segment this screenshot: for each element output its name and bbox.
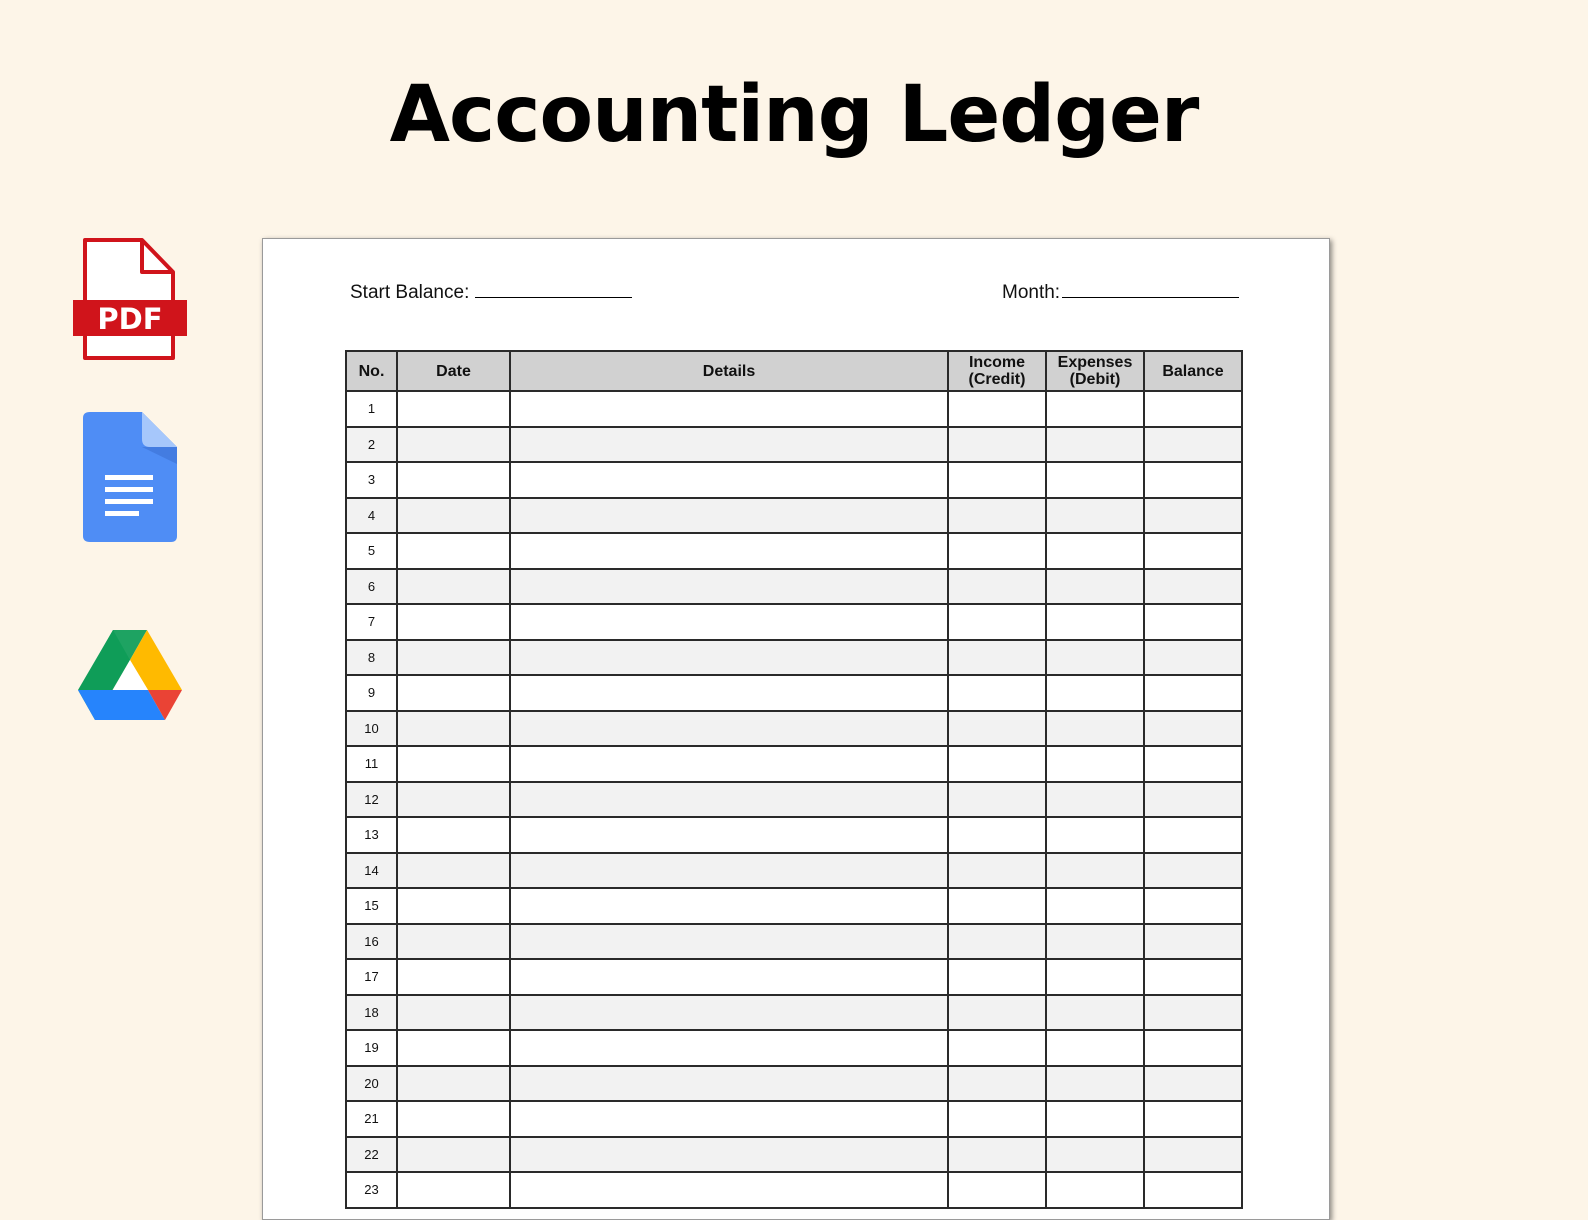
balance-cell[interactable]	[1144, 569, 1242, 605]
table-row	[346, 462, 1242, 498]
income-cell[interactable]	[948, 711, 1046, 747]
details-cell[interactable]	[510, 995, 948, 1031]
date-cell[interactable]	[397, 462, 510, 498]
expenses-cell[interactable]	[1046, 1066, 1144, 1102]
column-header-balance: Balance	[1144, 351, 1242, 391]
expenses-cell[interactable]	[1046, 853, 1144, 889]
date-cell[interactable]	[397, 391, 510, 427]
expenses-cell[interactable]	[1046, 817, 1144, 853]
income-cell[interactable]	[948, 817, 1046, 853]
income-cell[interactable]	[948, 391, 1046, 427]
date-cell[interactable]	[397, 1137, 510, 1173]
table-row	[346, 853, 1242, 889]
balance-cell[interactable]	[1144, 995, 1242, 1031]
balance-cell[interactable]	[1144, 959, 1242, 995]
table-row	[346, 640, 1242, 676]
table-row	[346, 675, 1242, 711]
expenses-cell[interactable]	[1046, 995, 1144, 1031]
income-cell[interactable]	[948, 462, 1046, 498]
expenses-cell[interactable]	[1046, 675, 1144, 711]
row-number-cell: 1	[346, 391, 397, 427]
table-header-row	[346, 351, 1242, 391]
row-number-cell: 11	[346, 746, 397, 782]
row-number-cell: 6	[346, 569, 397, 605]
table-row	[346, 569, 1242, 605]
expenses-cell[interactable]	[1046, 391, 1144, 427]
details-cell[interactable]	[510, 640, 948, 676]
table-row	[346, 959, 1242, 995]
expenses-cell[interactable]	[1046, 533, 1144, 569]
income-cell[interactable]	[948, 746, 1046, 782]
start-balance-label: Start Balance:	[350, 282, 470, 303]
balance-cell[interactable]	[1144, 924, 1242, 960]
column-header-income: Income (Credit)	[948, 351, 1046, 391]
balance-cell[interactable]	[1144, 427, 1242, 463]
expenses-cell[interactable]	[1046, 498, 1144, 534]
table-row	[346, 995, 1242, 1031]
date-cell[interactable]	[397, 640, 510, 676]
table-row	[346, 391, 1242, 427]
table-row	[346, 604, 1242, 640]
table-row	[346, 1066, 1242, 1102]
expenses-cell[interactable]	[1046, 746, 1144, 782]
column-header-no: No.	[346, 351, 397, 391]
date-cell[interactable]	[397, 853, 510, 889]
table-row	[346, 817, 1242, 853]
balance-cell[interactable]	[1144, 1066, 1242, 1102]
google-drive-icon	[78, 628, 182, 722]
date-cell[interactable]	[397, 746, 510, 782]
google-docs-icon	[82, 412, 178, 544]
balance-cell[interactable]	[1144, 853, 1242, 889]
expenses-cell[interactable]	[1046, 924, 1144, 960]
expenses-cell[interactable]	[1046, 604, 1144, 640]
start-balance-field	[350, 279, 632, 304]
details-cell[interactable]	[510, 391, 948, 427]
income-cell[interactable]	[948, 604, 1046, 640]
date-cell[interactable]	[397, 711, 510, 747]
row-number-cell: 15	[346, 888, 397, 924]
income-cell[interactable]	[948, 782, 1046, 818]
date-cell[interactable]	[397, 533, 510, 569]
balance-cell[interactable]	[1144, 1137, 1242, 1173]
details-cell[interactable]	[510, 782, 948, 818]
date-cell[interactable]	[397, 924, 510, 960]
details-cell[interactable]	[510, 1137, 948, 1173]
details-cell[interactable]	[510, 498, 948, 534]
date-cell[interactable]	[397, 1030, 510, 1066]
income-cell[interactable]	[948, 569, 1046, 605]
ledger-body	[346, 391, 1242, 1208]
balance-cell[interactable]	[1144, 782, 1242, 818]
date-cell[interactable]	[397, 675, 510, 711]
details-cell[interactable]	[510, 888, 948, 924]
row-number-cell: 5	[346, 533, 397, 569]
date-cell[interactable]	[397, 782, 510, 818]
table-row	[346, 782, 1242, 818]
details-cell[interactable]	[510, 711, 948, 747]
expenses-cell[interactable]	[1046, 569, 1144, 605]
row-number-cell: 19	[346, 1030, 397, 1066]
month-label: Month:	[1002, 282, 1061, 303]
balance-cell[interactable]	[1144, 533, 1242, 569]
row-number-cell: 20	[346, 1066, 397, 1102]
start-balance-line	[475, 279, 632, 298]
balance-cell[interactable]	[1144, 1101, 1242, 1137]
table-row	[346, 888, 1242, 924]
row-number-cell: 22	[346, 1137, 397, 1173]
details-cell[interactable]	[510, 1101, 948, 1137]
details-cell[interactable]	[510, 1066, 948, 1102]
income-cell[interactable]	[948, 924, 1046, 960]
expenses-cell[interactable]	[1046, 711, 1144, 747]
income-cell[interactable]	[948, 498, 1046, 534]
details-cell[interactable]	[510, 1172, 948, 1208]
income-cell[interactable]	[948, 675, 1046, 711]
balance-cell[interactable]	[1144, 675, 1242, 711]
details-cell[interactable]	[510, 533, 948, 569]
ledger-sheet	[262, 238, 1330, 1220]
expenses-cell[interactable]	[1046, 1137, 1144, 1173]
expenses-cell[interactable]	[1046, 782, 1144, 818]
row-number-cell: 8	[346, 640, 397, 676]
table-row	[346, 1172, 1242, 1208]
balance-cell[interactable]	[1144, 604, 1242, 640]
expenses-cell[interactable]	[1046, 640, 1144, 676]
details-cell[interactable]	[510, 746, 948, 782]
row-number-cell: 13	[346, 817, 397, 853]
row-number-cell: 2	[346, 427, 397, 463]
row-number-cell: 12	[346, 782, 397, 818]
details-cell[interactable]	[510, 604, 948, 640]
table-row	[346, 1030, 1242, 1066]
income-cell[interactable]	[948, 1137, 1046, 1173]
month-line	[1062, 279, 1239, 298]
details-cell[interactable]	[510, 853, 948, 889]
date-cell[interactable]	[397, 569, 510, 605]
expenses-cell[interactable]	[1046, 1172, 1144, 1208]
row-number-cell: 3	[346, 462, 397, 498]
balance-cell[interactable]	[1144, 498, 1242, 534]
expenses-cell[interactable]	[1046, 1101, 1144, 1137]
date-cell[interactable]	[397, 427, 510, 463]
date-cell[interactable]	[397, 1172, 510, 1208]
row-number-cell: 4	[346, 498, 397, 534]
income-cell[interactable]	[948, 1066, 1046, 1102]
ledger-table	[345, 350, 1243, 1209]
details-cell[interactable]	[510, 817, 948, 853]
expenses-cell[interactable]	[1046, 888, 1144, 924]
date-cell[interactable]	[397, 1101, 510, 1137]
table-row	[346, 746, 1242, 782]
expenses-cell[interactable]	[1046, 427, 1144, 463]
balance-cell[interactable]	[1144, 888, 1242, 924]
column-header-date: Date	[397, 351, 510, 391]
date-cell[interactable]	[397, 817, 510, 853]
balance-cell[interactable]	[1144, 1030, 1242, 1066]
date-cell[interactable]	[397, 498, 510, 534]
table-row	[346, 711, 1242, 747]
row-number-cell: 17	[346, 959, 397, 995]
date-cell[interactable]	[397, 995, 510, 1031]
row-number-cell: 21	[346, 1101, 397, 1137]
income-cell[interactable]	[948, 888, 1046, 924]
date-cell[interactable]	[397, 1066, 510, 1102]
income-cell[interactable]	[948, 959, 1046, 995]
details-cell[interactable]	[510, 462, 948, 498]
expenses-cell[interactable]	[1046, 959, 1144, 995]
balance-cell[interactable]	[1144, 746, 1242, 782]
table-row	[346, 427, 1242, 463]
row-number-cell: 18	[346, 995, 397, 1031]
table-row	[346, 498, 1242, 534]
details-cell[interactable]	[510, 959, 948, 995]
date-cell[interactable]	[397, 604, 510, 640]
details-cell[interactable]	[510, 924, 948, 960]
row-number-cell: 9	[346, 675, 397, 711]
expenses-cell[interactable]	[1046, 1030, 1144, 1066]
month-field	[1002, 279, 1239, 304]
date-cell[interactable]	[397, 959, 510, 995]
row-number-cell: 10	[346, 711, 397, 747]
pdf-icon-label: PDF	[97, 302, 163, 336]
pdf-icon	[72, 238, 188, 362]
column-header-expenses: Expenses (Debit)	[1046, 351, 1144, 391]
balance-cell[interactable]	[1144, 391, 1242, 427]
income-cell[interactable]	[948, 427, 1046, 463]
details-cell[interactable]	[510, 427, 948, 463]
balance-cell[interactable]	[1144, 1172, 1242, 1208]
income-cell[interactable]	[948, 1172, 1046, 1208]
income-cell[interactable]	[948, 995, 1046, 1031]
row-number-cell: 16	[346, 924, 397, 960]
details-cell[interactable]	[510, 569, 948, 605]
balance-cell[interactable]	[1144, 462, 1242, 498]
details-cell[interactable]	[510, 1030, 948, 1066]
date-cell[interactable]	[397, 888, 510, 924]
balance-cell[interactable]	[1144, 817, 1242, 853]
table-row	[346, 1101, 1242, 1137]
income-cell[interactable]	[948, 640, 1046, 676]
balance-cell[interactable]	[1144, 711, 1242, 747]
income-cell[interactable]	[948, 533, 1046, 569]
table-row	[346, 533, 1242, 569]
table-row	[346, 1137, 1242, 1173]
income-cell[interactable]	[948, 1030, 1046, 1066]
page-title: Accounting Ledger	[389, 70, 1199, 160]
income-cell[interactable]	[948, 853, 1046, 889]
details-cell[interactable]	[510, 675, 948, 711]
expenses-cell[interactable]	[1046, 462, 1144, 498]
income-cell[interactable]	[948, 1101, 1046, 1137]
table-row	[346, 924, 1242, 960]
row-number-cell: 23	[346, 1172, 397, 1208]
row-number-cell: 7	[346, 604, 397, 640]
balance-cell[interactable]	[1144, 640, 1242, 676]
column-header-details: Details	[510, 351, 948, 391]
row-number-cell: 14	[346, 853, 397, 889]
